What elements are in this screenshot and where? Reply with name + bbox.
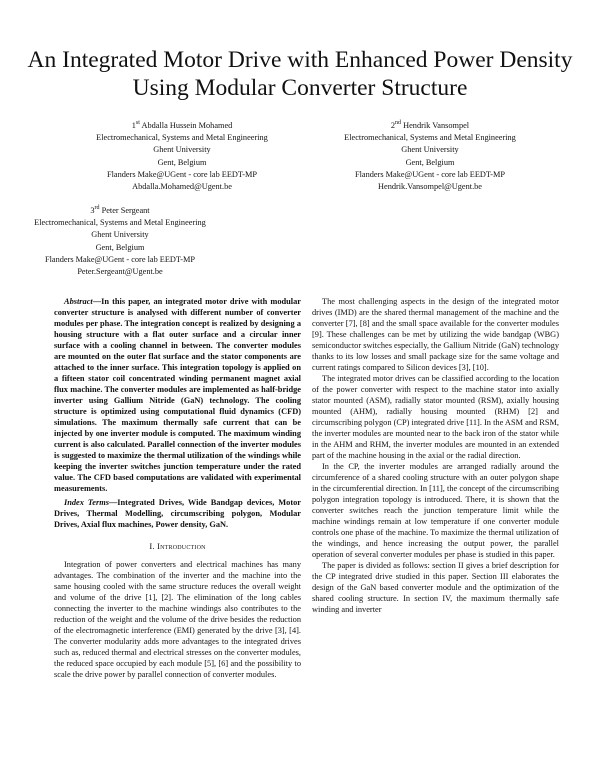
abstract-text: —In this paper, an integrated motor drive with modular converter structure is analysed with different number of converter modules per phase. The integration concept is realized by designing a housing structure with a flat outer surface and a circular inner surface with a cooling channel in between. The converter modules are mounted on the outer flat surface and the stator components are attached to the inner surface. This integration topology is applied on a fifteen stator coil concentrated winding permanent magnet axial flux machine. The converter modules are implemented as half-bridge inverter using Gallium Nitride (GaN) technology. The cooling structure is optimized using computational fluid dynamics (CFD) simulations. The maximum thermally safe current that can be injected by one inverter module is computed. The maximum winding current is also calculated. Parallel connection of the inverter modules is suggested to maximize the thermal utilization of the windings while keeping the inverter switches junction temperature under the rated value. The CFD based computations are validated with experimental measurements.: [54, 297, 301, 493]
author-affiliation: Flanders Make@UGent - core lab EEDT-MP: [45, 254, 195, 264]
body-paragraph: In the CP, the inverter modules are arranged radially around the circumference of a shared cooling structure with an outer polygon shape in the circumferential direction. In [11], the concept of the circumscribing polygon integration topology is introduced. There, it is shown that the converter switches reach the junction temperature limit while the machine windings remain at low temperature if one converter module controls one phase of the machine. To maximize the thermal utilization of the windings, and hence increasing the output power, the parallel operation of several converter modules per phase is studied in this paper.: [312, 462, 559, 559]
author-block-1: [82, 120, 282, 193]
author-affiliation: Electromechanical, Systems and Metal Engineering: [96, 133, 268, 143]
author-affiliation: Ghent University: [401, 145, 459, 155]
author-email: Abdalla.Mohamed@Ugent.be: [132, 182, 232, 192]
author-affiliation: Flanders Make@UGent - core lab EEDT-MP: [107, 169, 257, 179]
author-email: Peter.Sergeant@Ugent.be: [77, 267, 163, 277]
paper-title: An Integrated Motor Drive with Enhanced Power Density Using Modular Converter Structure: [27, 47, 573, 101]
section-heading: I. Introduction: [149, 541, 206, 551]
author-affiliation: Ghent University: [91, 230, 149, 240]
index-terms: [54, 497, 301, 530]
body-paragraph: The most challenging aspects in the design of the integrated motor drives (IMD) are the shared thermal management of the machine and the converter [7], [8] and the small space available for the converter modules [9]. These challenges can be met by utilizing the wide bandgap (WBG) semiconductor switches especially, the Gallium Nitride (GaN) technology thanks to its low losses and small package size for the same voltage and current ratings compared to Silicon devices [3], [10].: [312, 297, 559, 372]
right-column: [312, 296, 559, 615]
author-affiliation: Gent, Belgium: [405, 157, 455, 167]
author-block-2: [330, 120, 530, 193]
index-terms-label: Index Terms: [64, 498, 109, 507]
left-column: [54, 296, 301, 680]
author-affiliation: Ghent University: [153, 145, 211, 155]
author-name: 3rd Peter Sergeant: [90, 205, 150, 215]
author-email: Hendrik.Vansompel@Ugent.be: [378, 182, 482, 192]
author-block-3: [20, 205, 220, 278]
author-affiliation: Electromechanical, Systems and Metal Engineering: [34, 218, 206, 228]
author-affiliation: Gent, Belgium: [157, 157, 207, 167]
author-affiliation: Gent, Belgium: [95, 242, 145, 252]
body-paragraph: Integration of power converters and electrical machines has many advantages. The combination of the inverter and the machine into the same housing cooled with the same structure reduces the overall weight and volume of the drive [1], [2]. The elimination of the long cables connecting the inverter to the machine windings also contributes to the reduction of the weight and the volume of the drive besides the reduction of the electromagnetic interference (EMI) generated by the drive [3], [4]. The converter modularity adds more advantages to the integrated drives such as, reduced thermal and electrical stresses on the converter modules, the reduced space occupied by each module [5], [6] and the possibility to scale the drive power by parallel connection of converter modules.: [54, 560, 301, 679]
author-affiliation: Electromechanical, Systems and Metal Engineering: [344, 133, 516, 143]
index-terms-text: —Integrated Drives, Wide Bandgap devices, Motor Drives, Thermal Modelling, circumscribing polygon, Modular Drives, Axial flux machines, Power density, GaN.: [54, 498, 301, 529]
author-name: 1st Abdalla Hussein Mohamed: [131, 120, 233, 130]
author-affiliation: Flanders Make@UGent - core lab EEDT-MP: [355, 169, 505, 179]
abstract: [54, 296, 301, 494]
body-paragraph: The integrated motor drives can be classified according to the location of the power converter with respect to the machine stator into axially stator mounted (ASM), radially stator mounted (RSM), axially housing mounted (AHM), radially housing mounted (RHM) [2] and circumscribing polygon (CP) integrated drive [11]. In the ASM and RSM, the inverter modules are mounted near to the back iron of the stator while in the AHM and RHM, the inverter modules are mounted in an extended part of the machine housing in the axial or the radial direction.: [312, 374, 559, 460]
body-paragraph: The paper is divided as follows: section II gives a brief description for the CP integrated drive studied in this paper. Section III elaborates the design of the GaN based converter module and the optimization of the shared cooling structure. In section IV, the maximum thermally safe winding and inverter: [312, 561, 559, 614]
author-name: 2nd Hendrik Vansompel: [390, 120, 470, 130]
abstract-label: Abstract: [64, 297, 93, 306]
